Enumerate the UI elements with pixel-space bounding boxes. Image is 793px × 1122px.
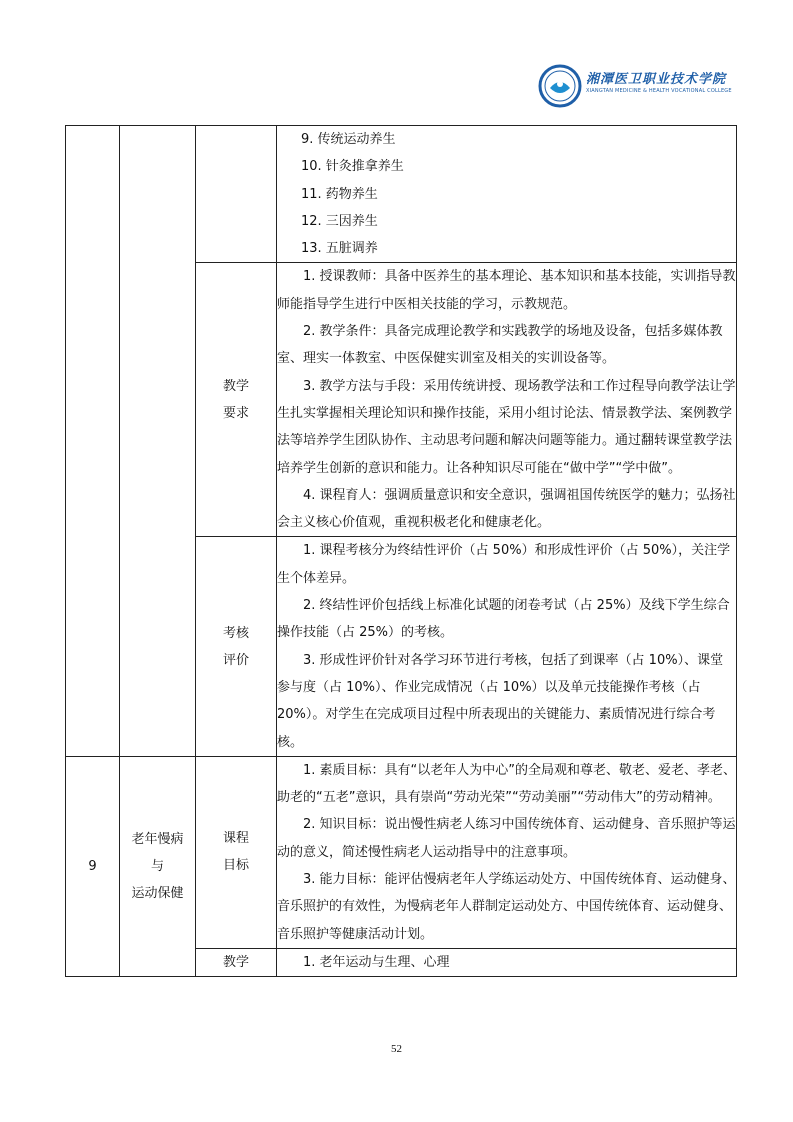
paragraph: 3. 形成性评价针对各学习环节进行考核，包括了到课率（占 10%）、课堂参与度（占 10%）、作业完成情况（占 10%）以及单元技能操作考核（占 20%）。对学生在完成项目过程中所表现出的关键能力、素质情况进行综合考核。 xyxy=(277,652,724,750)
paragraph: 2. 知识目标：说出慢性病老人练习中国传统体育、运动健身、音乐照护等运动的意义，简述慢性病老人运动指导中的注意事项。 xyxy=(277,817,736,860)
list-item: 13. 五脏调养 xyxy=(301,241,378,257)
teaching-requirements-cell xyxy=(277,263,737,537)
paragraph: 4. 课程育人：强调质量意识和安全意识，强调祖国传统医学的魅力；弘扬社会主义核心价值观，重视积极老化和健康老化。 xyxy=(277,487,736,531)
paragraph: 2. 终结性评价包括线上标准化试题的闭卷考试（占 25%）及线下学生综合操作技能（占 25%）的考核。 xyxy=(277,598,730,641)
assessment-cell xyxy=(277,537,737,756)
teaching-content-cell xyxy=(277,948,737,976)
course-number-cell: 9 xyxy=(66,756,120,976)
school-logo xyxy=(538,64,738,110)
course-table xyxy=(65,125,737,977)
course-objectives-label: 课程 目标 xyxy=(196,756,277,948)
school-emblem-icon xyxy=(538,64,582,108)
table-row xyxy=(66,126,737,263)
paragraph: 3. 教学方法与手段：采用传统讲授、现场教学法和工作过程导向教学法让学生扎实掌握相关理论知识和操作技能，采用小组讨论法、情景教学法、案例教学法等培养学生团队协作、主动思考问题和解决问题等能力。通过翻转课堂教学法培养学生创新的意识和能力。让各种知识尽可能在“做中学”“学中做”。 xyxy=(277,378,736,476)
list-item: 12. 三因养生 xyxy=(301,213,378,229)
school-name-cn: 湘潭医卫职业技术学院 xyxy=(586,72,727,87)
paragraph: 1. 老年运动与生理、心理 xyxy=(303,954,450,970)
course-objectives-cell xyxy=(277,756,737,948)
teaching-requirements-label: 教学 要求 xyxy=(196,263,277,537)
paragraph: 2. 教学条件：具备完成理论教学和实践教学的场地及设备，包括多媒体教室、理实一体教室、中医保健实训室及相关的实训设备等。 xyxy=(277,324,723,367)
course-content-cell xyxy=(277,126,737,263)
paragraph: 1. 课程考核分为终结性评价（占 50%）和形成性评价（占 50%），关注学生个体差异。 xyxy=(277,543,731,586)
school-name-en: XIANGTAN MEDICINE & HEALTH VOCATIONAL COLLEGE xyxy=(586,88,732,94)
course-name-cell xyxy=(120,126,196,757)
list-item: 11. 药物养生 xyxy=(301,186,378,202)
paragraph: 1. 素质目标：具有“以老年人为中心”的全局观和尊老、敬老、爱老、孝老、助老的“五老”意识，具有崇尚“劳动光荣”“劳动美丽”“劳动伟大”的劳动精神。 xyxy=(277,762,737,806)
assessment-label: 考核 评价 xyxy=(196,537,277,756)
table-row xyxy=(66,756,737,948)
course-name-cell: 老年慢病 与 运动保健 xyxy=(120,756,196,976)
list-item: 9. 传统运动养生 xyxy=(301,132,396,147)
content-label-cell xyxy=(196,126,277,263)
list-item: 10. 针灸推拿养生 xyxy=(301,159,404,175)
course-number-cell xyxy=(66,126,120,757)
paragraph: 3. 能力目标：能评估慢病老年人学练运动处方、中国传统体育、运动健身、音乐照护的有效性，为慢病老年人群制定运动处方、中国传统体育、运动健身、音乐照护等健康活动计划。 xyxy=(277,872,736,942)
teaching-content-label: 教学 xyxy=(196,948,277,976)
paragraph: 1. 授课教师：具备中医养生的基本理论、基本知识和基本技能，实训指导教师能指导学生进行中医相关技能的学习，示教规范。 xyxy=(277,269,736,312)
page-number: 52 xyxy=(391,1043,402,1055)
